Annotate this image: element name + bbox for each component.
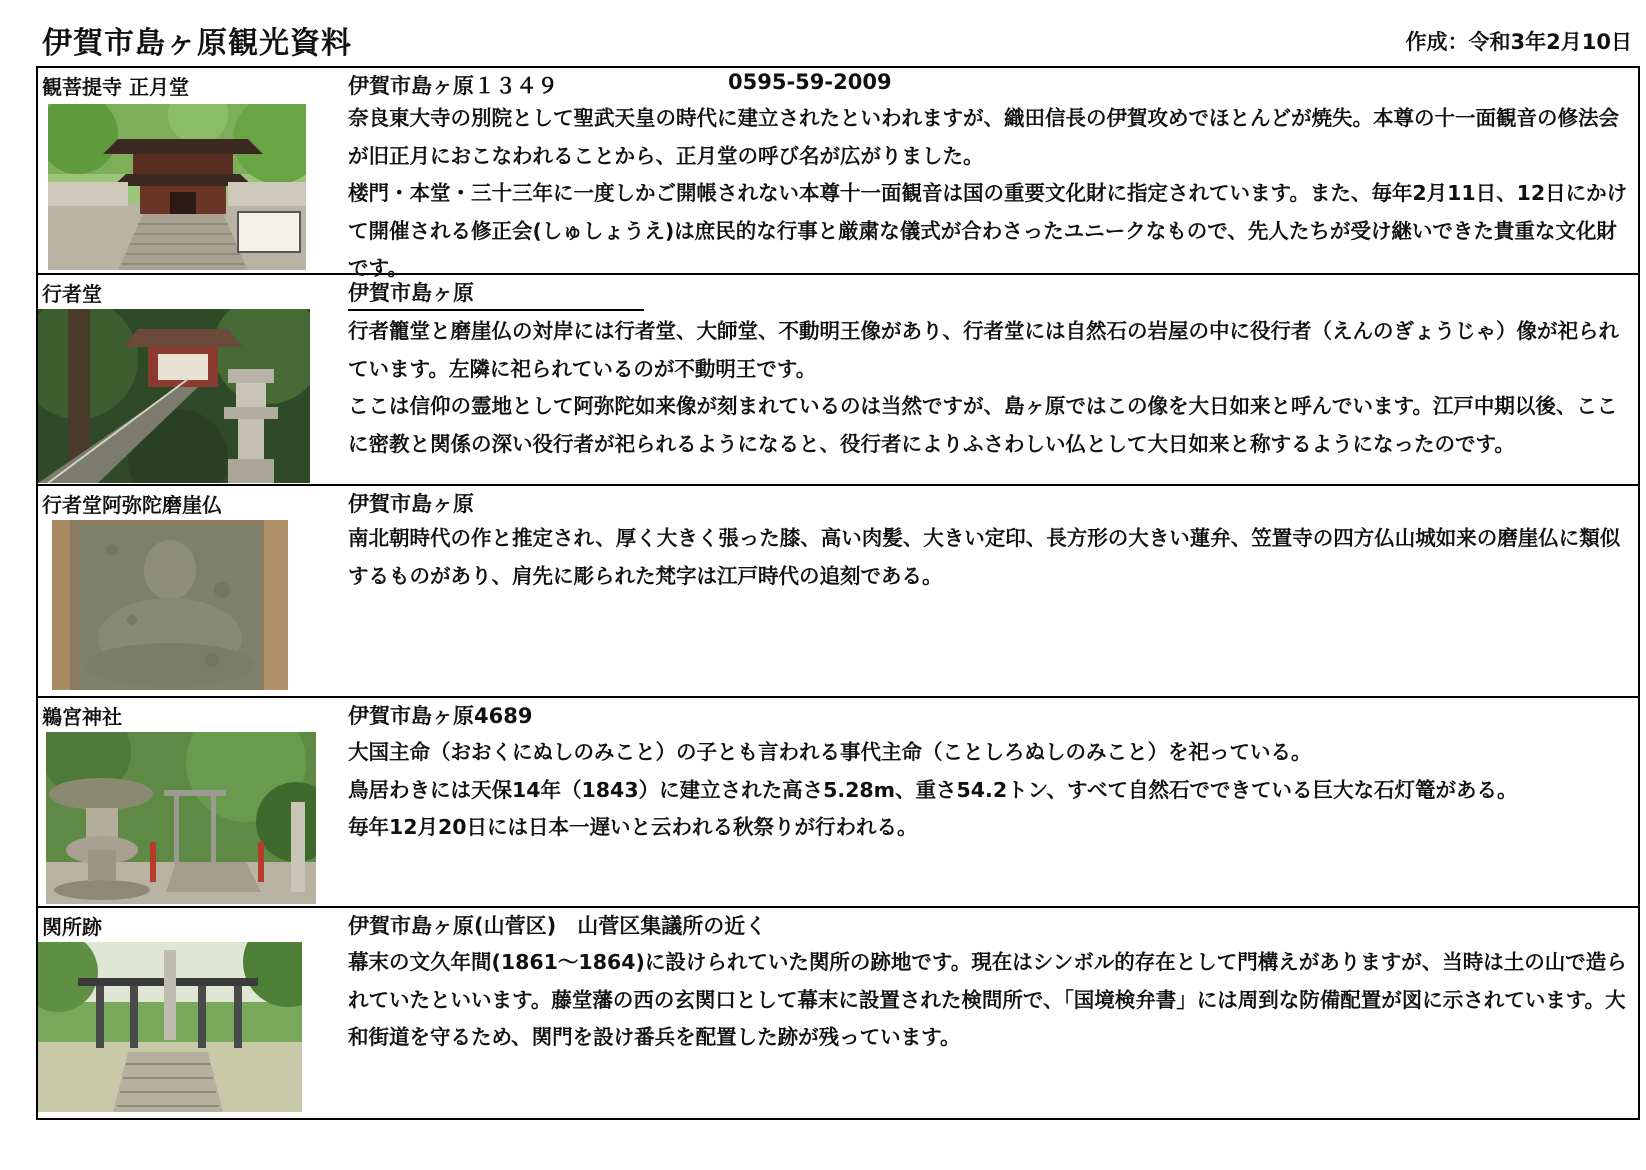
entry-row bbox=[38, 698, 1638, 908]
entry-name: 鵜宮神社 bbox=[42, 705, 122, 729]
entry-row bbox=[38, 68, 1638, 280]
stone-buddha-relief-photo bbox=[52, 520, 288, 690]
description-paragraph: 幕末の文久年間(1861～1864)に設けられていた関所の跡地です。現在はシンボル的存在として門構えがありますが、当時は土の山で造られていたといいます。藤堂藩の西の玄関口として幕末に設置された検問所で、「国境検弁書」には周到な防備配置が図に示されています。大和街道を守るため、関門を設け番兵を配置した跡が残っています。 bbox=[348, 950, 1627, 1049]
document-title: 伊賀市島ヶ原観光資料 bbox=[42, 26, 352, 61]
entry-name: 関所跡 bbox=[42, 915, 102, 939]
entry-description bbox=[348, 100, 1634, 288]
entry-address: 伊賀市島ヶ原 bbox=[348, 492, 474, 516]
description-paragraph: 鳥居わきには天保14年（1843）に建立された高さ5.28m、重さ54.2トン、すべて自然石でできている巨大な石灯篭がある。 bbox=[348, 777, 1518, 802]
description-paragraph: 大国主命（おおくにぬしのみこと）の子とも言われる事代主命（ことしろぬしのみこと）を祀っている。 bbox=[348, 740, 1312, 764]
entry-description bbox=[348, 313, 1634, 463]
entry-address: 伊賀市島ヶ原4689 bbox=[348, 704, 533, 728]
entry-row bbox=[38, 275, 1638, 486]
entry-name: 行者堂阿弥陀磨崖仏 bbox=[42, 493, 222, 517]
entry-name: 行者堂 bbox=[42, 282, 102, 306]
entry-name: 観菩提寺 正月堂 bbox=[42, 75, 189, 99]
entry-row bbox=[38, 908, 1638, 1118]
description-paragraph: 毎年12月20日には日本一遅いと云われる秋祭りが行われる。 bbox=[348, 815, 918, 839]
description-paragraph: ここは信仰の霊地として阿弥陀如来像が刻まれているのは当然ですが、島ヶ原ではこの像を大日如来と呼んでいます。江戸中期以後、ここに密教と関係の深い役行者が祀られるようになると、役行者によりふさわしい仏として大日如来と称するようになったのです。 bbox=[348, 394, 1618, 456]
temple-gate-photo bbox=[48, 104, 306, 270]
checkpoint-gate-photo bbox=[38, 942, 302, 1112]
entry-description bbox=[348, 734, 1634, 847]
description-paragraph: 奈良東大寺の別院として聖武天皇の時代に建立されたといわれますが、織田信長の伊賀攻めでほとんどが焼失。本尊の十一面観音の修法会が旧正月におこなわれることから、正月堂の呼び名が広がりました。 bbox=[348, 106, 1619, 168]
entry-description bbox=[348, 520, 1634, 595]
entry-address: 伊賀市島ヶ原 bbox=[348, 281, 474, 305]
hall-stairs-lantern-photo bbox=[38, 309, 310, 483]
shrine-stone-lantern-photo bbox=[46, 732, 316, 904]
description-paragraph: 行者籠堂と磨崖仏の対岸には行者堂、大師堂、不動明王像があり、行者堂には自然石の岩屋の中に役行者（えんのぎょうじゃ）像が祀られています。左隣に祀られているのが不動明王です。 bbox=[348, 319, 1619, 381]
entry-address: 伊賀市島ヶ原(山菅区) 山菅区集議所の近く bbox=[348, 914, 767, 938]
entry-description bbox=[348, 944, 1634, 1057]
sightseeing-table bbox=[36, 66, 1640, 1120]
entry-row bbox=[38, 486, 1638, 698]
description-paragraph: 楼門・本堂・三十三年に一度しかご開帳されない本尊十一面観音は国の重要文化財に指定されています。また、毎年2月11日、12日にかけて開催される修正会(しゅしょうえ)は庶民的な行事と厳粛な儀式が合わさったユニークなもので、先人たちが受け継いできた貴重な文化財です。 bbox=[348, 181, 1628, 280]
entry-phone: 0595-59-2009 bbox=[728, 70, 892, 94]
address-underline bbox=[348, 309, 644, 311]
document-date: 作成：令和3年2月10日 bbox=[1405, 30, 1632, 54]
description-paragraph: 南北朝時代の作と推定され、厚く大きく張った膝、高い肉髪、大きい定印、長方形の大きい蓮弁、笠置寺の四方仏山城如来の磨崖仏に類似するものがあり、肩先に彫られた梵字は江戸時代の追刻である。 bbox=[348, 526, 1621, 588]
entry-address: 伊賀市島ヶ原１３４９ bbox=[348, 74, 558, 98]
